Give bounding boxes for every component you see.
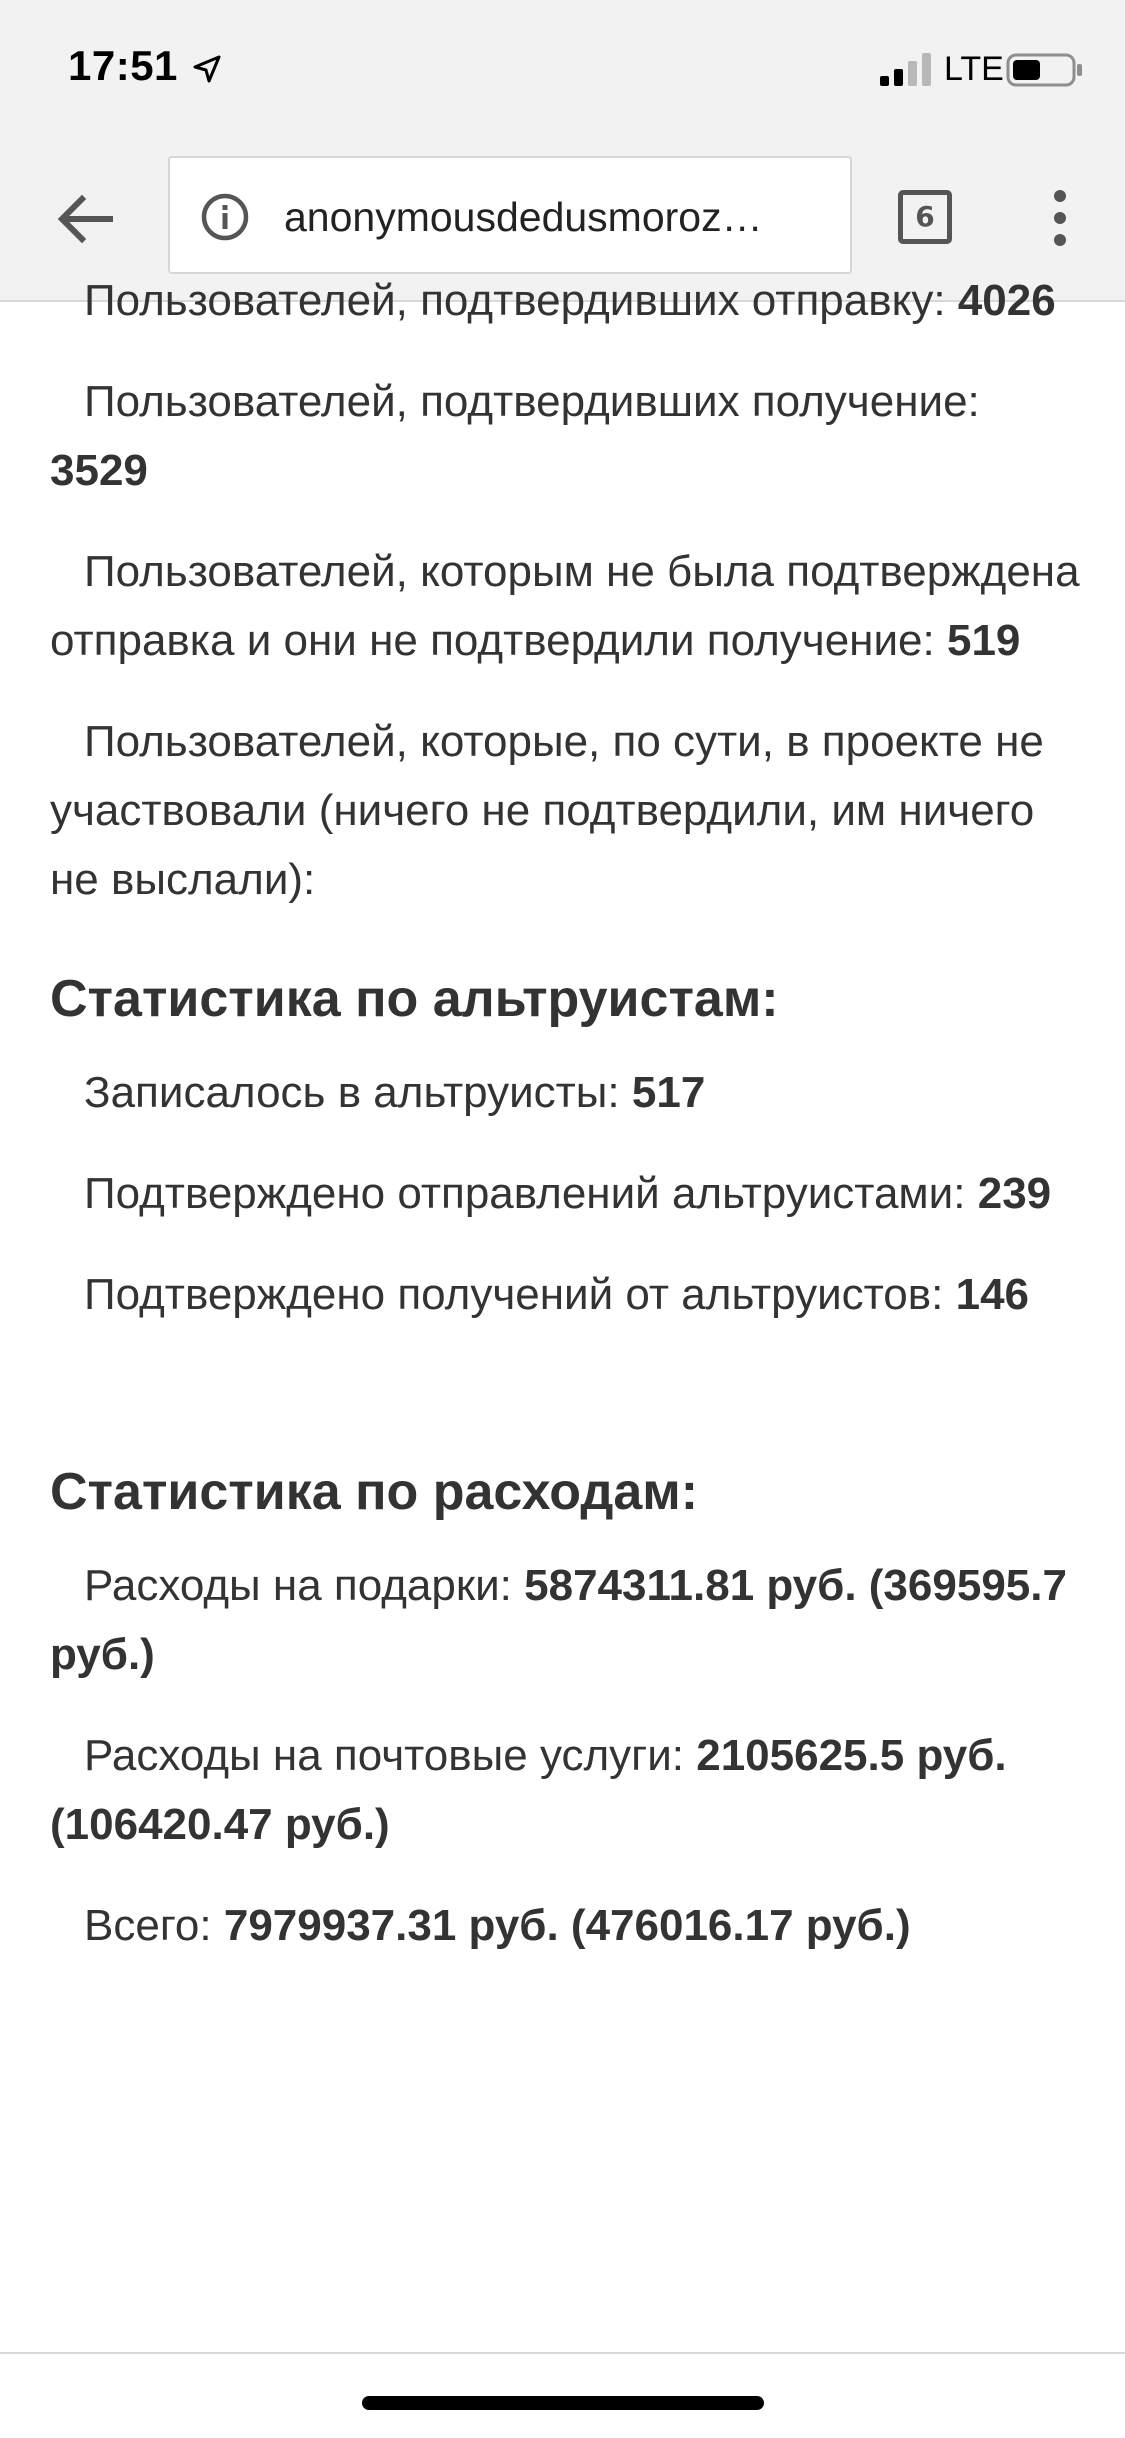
stat-postal-expenses xyxy=(50,1721,1080,1859)
stat-label: Пользователей, подтвердивших получение: xyxy=(84,377,980,426)
stat-label: Записалось в альтруисты: xyxy=(84,1068,620,1117)
page-scroll-area xyxy=(50,266,1080,1992)
tab-switcher-button[interactable]: 6 xyxy=(898,190,952,244)
stat-value: 7979937.31 руб. (476016.17 руб.) xyxy=(223,1901,911,1950)
altruists-heading: Статистика по альтруистам: xyxy=(50,970,779,1028)
stat-gift-expenses xyxy=(50,1551,1080,1689)
stat-altruists-sent xyxy=(50,1159,1080,1228)
stat-value: 2105625.5 руб. (106420.47 руб.) xyxy=(50,1731,1007,1849)
stat-value: 4026 xyxy=(957,276,1056,325)
page-content[interactable] xyxy=(0,276,1125,2352)
stat-label: Всего: xyxy=(84,1901,212,1950)
home-indicator[interactable] xyxy=(362,2396,764,2410)
stat-confirmed-sending xyxy=(50,266,1080,335)
stat-total-expenses xyxy=(50,1891,1080,1960)
location-arrow-icon xyxy=(192,54,222,84)
stat-value: 239 xyxy=(977,1169,1052,1218)
address-bar[interactable] xyxy=(168,156,852,274)
status-time: 17:51 xyxy=(68,42,178,89)
info-icon[interactable] xyxy=(200,192,250,242)
stat-label: Расходы на почтовые услуги: xyxy=(84,1731,684,1780)
stat-unconfirmed xyxy=(50,537,1080,675)
stat-value: 146 xyxy=(955,1270,1030,1319)
overflow-menu-icon[interactable] xyxy=(1040,188,1080,248)
stat-label: Пользователей, подтвердивших отправку: xyxy=(84,276,946,325)
signal-icon xyxy=(878,52,934,86)
stat-label: Расходы на подарки: xyxy=(84,1561,512,1610)
stat-value: 5874311.81 руб. (369595.7 руб.) xyxy=(50,1561,1067,1679)
stat-confirmed-receiving xyxy=(50,367,1080,505)
stat-value: 3529 xyxy=(50,446,148,495)
url-text[interactable]: anonymousdedusmoroz… xyxy=(284,194,763,240)
battery-icon xyxy=(1006,52,1084,88)
expenses-heading: Статистика по расходам: xyxy=(50,1463,699,1521)
stat-label: Пользователей, которые, по сути, в проекте не участвовали (ничего не подтвердили, им ничего не выслали): xyxy=(50,717,1044,904)
stat-label: Подтверждено получений от альтруистов: xyxy=(84,1270,944,1319)
back-arrow-icon[interactable] xyxy=(50,184,120,254)
stat-altruists-received xyxy=(50,1260,1080,1329)
stat-value: 517 xyxy=(631,1068,706,1117)
stat-altruists-signed-up xyxy=(50,1058,1080,1127)
stat-not-participated xyxy=(50,707,1080,914)
status-bar xyxy=(0,0,1125,140)
stat-label: Пользователей, которым не была подтверждена отправка и они не подтвердили получение: xyxy=(50,547,1080,665)
stat-value: 519 xyxy=(946,616,1021,665)
stat-label: Подтверждено отправлений альтруистами: xyxy=(84,1169,966,1218)
bottom-bar xyxy=(0,2352,1125,2438)
network-type: LTE xyxy=(944,50,1004,88)
